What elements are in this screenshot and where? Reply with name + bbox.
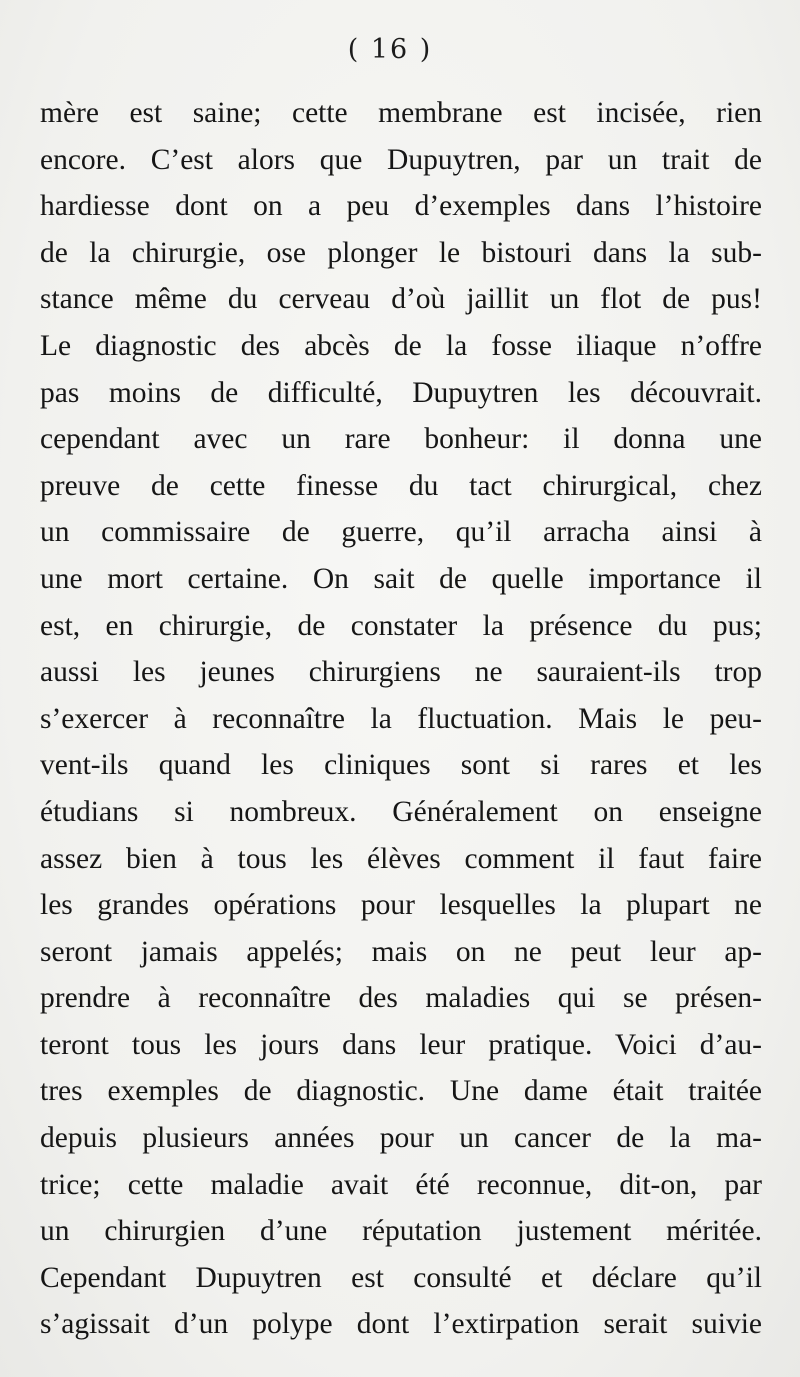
text-line: mère est saine; cette membrane est incisée, rien — [40, 97, 762, 129]
text-line: teront tous les jours dans leur pratique. Voici d’au- — [40, 1028, 762, 1061]
text-line: un commissaire de guerre, qu’il arracha ainsi à — [40, 516, 762, 549]
text-line: prendre à reconnaître des maladies qui se présen- — [40, 982, 762, 1015]
text-line: pas moins de difficulté, Dupuytren les découvrait. — [40, 376, 762, 409]
body-text — [40, 90, 762, 1348]
text-line: est, en chirurgie, de constater la présence du pus; — [40, 609, 762, 642]
text-line: assez bien à tous les élèves comment il faut faire — [40, 842, 762, 875]
text-line: étudians si nombreux. Généralement on enseigne — [40, 795, 762, 828]
text-line: Le diagnostic des abcès de la fosse iliaque n’offre — [40, 329, 762, 362]
text-line: une mort certaine. On sait de quelle importance il — [40, 562, 762, 595]
text-line: vent-ils quand les cliniques sont si rares et les — [40, 749, 762, 782]
text-line: cependant avec un rare bonheur: il donna une — [40, 423, 762, 456]
text-line: s’exercer à reconnaître la fluctuation. Mais le peu- — [40, 702, 762, 735]
page-number: ( 16 ) — [347, 34, 433, 65]
text-line: trice; cette maladie avait été reconnue, dit-on, par — [40, 1168, 762, 1201]
text-line: preuve de cette finesse du tact chirurgical, chez — [40, 469, 762, 502]
text-line: de la chirurgie, ose plonger le bistouri dans la sub- — [40, 236, 762, 269]
text-line: les grandes opérations pour lesquelles la plupart ne — [40, 889, 762, 922]
text-line: un chirurgien d’une réputation justement méritée. — [40, 1215, 762, 1248]
text-line: stance même du cerveau d’où jaillit un flot de pus! — [40, 283, 762, 316]
text-line: aussi les jeunes chirurgiens ne sauraient-ils trop — [40, 656, 762, 689]
text-line: depuis plusieurs années pour un cancer de la ma- — [40, 1122, 762, 1155]
text-line: seront jamais appelés; mais on ne peut leur ap- — [40, 935, 762, 968]
text-line: s’agissait d’un polype dont l’extirpation serait suivie — [40, 1308, 762, 1341]
text-line: hardiesse dont on a peu d’exemples dans l’histoire — [40, 190, 762, 223]
text-line: tres exemples de diagnostic. Une dame était traitée — [40, 1075, 762, 1108]
text-line: encore. C’est alors que Dupuytren, par un trait de — [40, 143, 762, 176]
text-line: Cependant Dupuytren est consulté et déclare qu’il — [40, 1261, 762, 1294]
